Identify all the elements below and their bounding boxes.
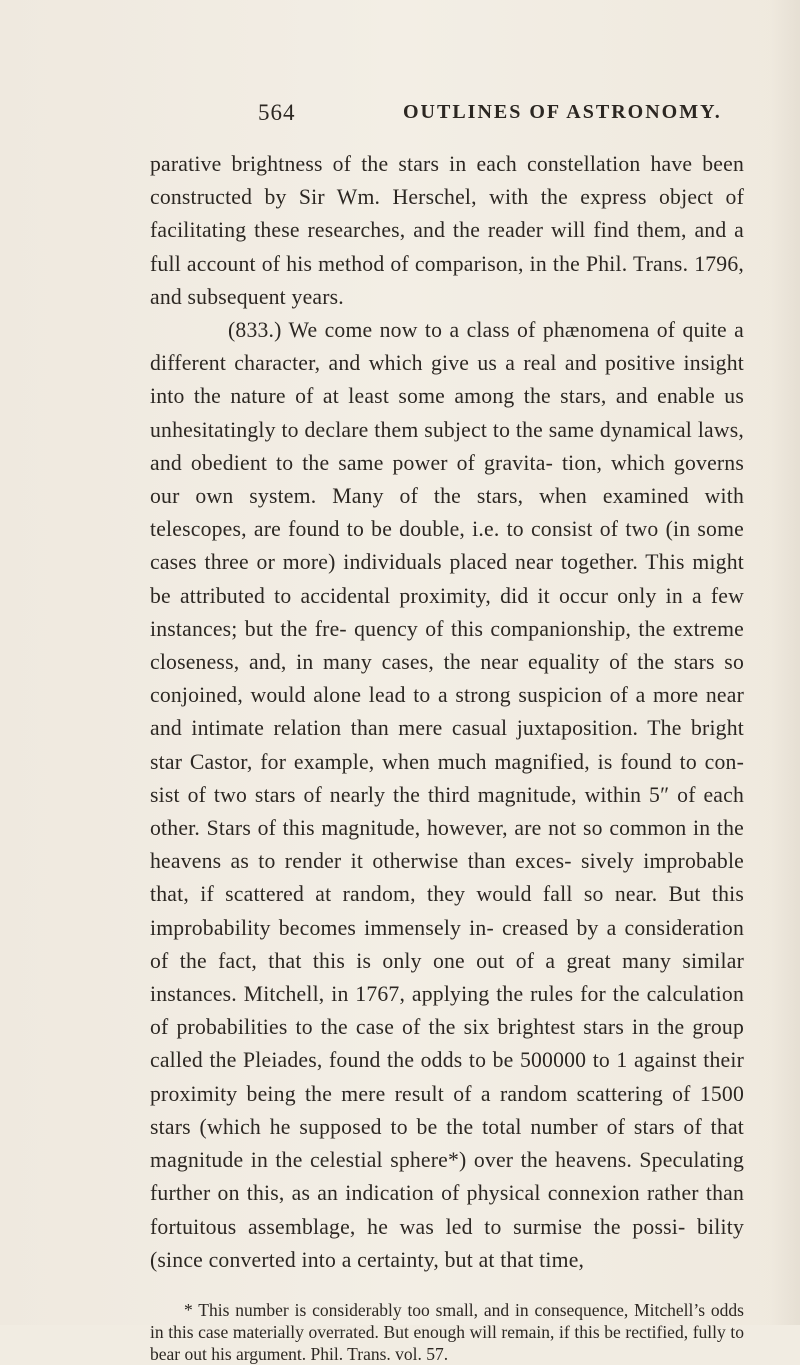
running-title: OUTLINES OF ASTRONOMY.: [403, 101, 722, 123]
footnote: * This number is considerably too small, and in consequence, Mitchell’s odds in this case materially overrated. But enough will remain, if this be rectified, fully to bear out his argument. Phil. Trans. vol. 57.: [150, 1299, 744, 1364]
running-head: [150, 100, 744, 138]
main-text: [150, 148, 744, 1277]
page-number: 564: [258, 100, 296, 125]
paragraph-833: (833.) We come now to a class of phænomena of quite a different character, and which give us a real and positive insight into the nature of at least some among the stars, and enable us unhesitatingly to declare them subject to the same dynamical laws, and obedient to the same power of gravita- tion, which governs our own system. Many of the stars, when examined with telescopes, are found to be double, i.e. to consist of two (in some cases three or more) individuals placed near together. This might be attributed to accidental proximity, did it occur only in a few instances; but the fre- quency of this companionship, the extreme closeness, and, in many cases, the near equality of the stars so conjoined, would alone lead to a strong suspicion of a more near and intimate relation than mere casual juxtaposition. The bright star Castor, for example, when much magnified, is found to con- sist of two stars of nearly the third magnitude, within 5″ of each other. Stars of this magnitude, however, are not so common in the heavens as to render it otherwise than exces- sively improbable that, if scattered at random, they would fall so near. But this improbability becomes immensely in- creased by a consideration of the fact, that this is only one out of a great many similar instances. Mitchell, in 1767, applying the rules for the calculation of probabilities to the case of the six brightest stars in the group called the Pleiades, found the odds to be 500000 to 1 against their proximity being the mere result of a random scattering of 1500 stars (which he supposed to be the total number of stars of that magnitude in the celestial sphere*) over the heavens. Speculating further on this, as an indication of physical connexion rather than fortuitous assemblage, he was led to surmise the possi- bility (since converted into a certainty, but at that time,: [150, 318, 744, 1272]
continued-paragraph: parative brightness of the stars in each constellation have been constructed by Sir Wm. Herschel, with the express object of facilitating these researches, and the reader will find them, and a full account of his method of comparison, in the Phil. Trans. 1796, and subsequent years.: [150, 152, 744, 309]
